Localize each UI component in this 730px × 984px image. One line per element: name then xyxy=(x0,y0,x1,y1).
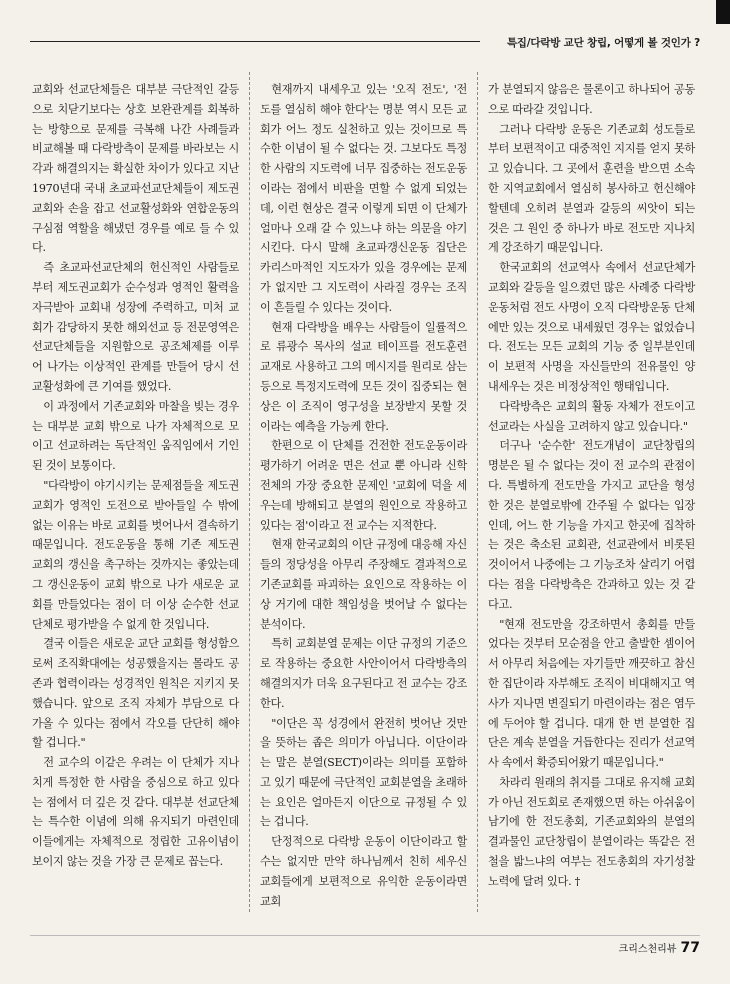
paragraph: "이단은 꼭 성경에서 완전히 벗어난 것만을 뜻하는 좁은 의미가 아닙니다. 이단이라는 말은 분열(SECT)이라는 의미를 포함하고 있기 때문에 극단적인 교회분열을 초래하는 요인은 얼마든지 이단으로 규정될 수 있는 겁니다. xyxy=(260,716,467,829)
column-2 xyxy=(260,80,467,908)
paragraph: "현재 전도만을 강조하면서 총회를 만들었다는 것부터 모순점을 안고 출발한 셈이어서 아무리 처음에는 자기들만 깨끗하고 참신한 집단이라 자부해도 조직이 비대해지고 역사가 지나면 변질되기 마련이라는 점은 염두에 두어야 할 겁니다. 대개 한 번 분열한 집단은 계속 분열을 거듭한다는 진리가 선교역사 속에서 확증되어왔기 때문입니다." xyxy=(488,617,695,770)
paragraph: 교회와 선교단체들은 대부분 극단적인 갈등으로 치닫기보다는 상호 보완관계를 회복하는 방향으로 문제를 극복해 나간 사례들과 비교해볼 때 다락방측이 문제를 바라보는 시각과 해결의지는 확실한 차이가 있다고 지난 1970년대 국내 초교파선교단체들이 제도권 교회와 손을 잡고 선교활성화와 연합운동의 구심점 역할을 해냈던 경우를 예로 들 수 있다. xyxy=(32,83,239,255)
page-number: 77 xyxy=(680,940,700,956)
header-rule xyxy=(30,41,480,42)
paragraph: "다락방이 야기시키는 문제점들을 제도권 교회가 영적인 도전으로 받아들일 수 밖에 없는 이유는 바로 교회를 벗어나서 결속하기 때문입니다. 전도운동을 통해 기존 제도권 교회의 갱신을 촉구하는 것까지는 좋았는데 그 갱신운동이 교회 밖으로 나가 새로운 교회를 만들었다는 점이 더 이상 순수한 선교단체로 평가받을 수 없게 한 것입니다. xyxy=(32,478,239,631)
running-header: 특집/다락방 교단 창립, 어떻게 볼 것인가 ? xyxy=(506,37,700,49)
paragraph: 특히 교회분열 문제는 이단 규정의 기준으로 작용하는 중요한 사안이어서 다락방측의 해결의지가 더욱 요구된다고 전 교수는 강조한다. xyxy=(260,637,467,710)
paragraph: 현재 다락방을 배우는 사람들이 일률적으로 류광수 목사의 설교 테이프를 전도훈련 교재로 사용하고 그의 메시지를 원리로 삼는 등으로 특정지도력에 모든 것이 집중되는 현상은 이 조직이 영구성을 보장받지 못할 것이라는 예측을 가능케 한다. xyxy=(260,320,467,433)
column-3 xyxy=(488,80,695,900)
page-footer xyxy=(619,940,700,956)
paragraph: 한편으로 이 단체를 건전한 전도운동이라 평가하기 어려운 면은 선교 뿐 아니라 신학 전체의 가장 중요한 문제인 '교회에 덕을 세우는데 방해되고 분열의 원인으로 작용하고 있다는 점'이라고 전 교수는 지적한다. xyxy=(260,439,467,532)
paragraph: 현재까지 내세우고 있는 '오직 전도', '전도를 열심히 해야 한다'는 명분 역시 모든 교회가 어느 정도 실천하고 있는 것이므로 특수한 이념이 될 수 없다는 것. 그보다도 특정한 사람의 지도력에 너무 집중하는 전도운동이라는 점에서 비판을 면할 수 없게 되었는데, 이런 현상은 결국 이렇게 되면 이 단체가 얼마나 오래 갈 수 있느냐 하는 의문을 야기시킨다. 다시 말해 초교파갱신운동 집단은 카리스마적인 지도자가 있을 경우에는 문제가 없지만 그 지도력이 사라질 경우는 조직이 흔들릴 수 있다는 것이다. xyxy=(260,83,467,314)
paragraph: 결국 이들은 새로운 교단 교회를 형성함으로써 조직확대에는 성공했을지는 몰라도 공존과 협력이라는 성경적인 원칙은 지키지 못했습니다. 앞으로 조직 자체가 부담으로 다가올 수 있다는 점에서 각오를 단단히 해야 할 겁니다." xyxy=(32,637,239,750)
magazine-name: 크리스천리뷰 xyxy=(618,944,677,955)
column-divider xyxy=(477,72,478,912)
paragraph: 그러나 다락방 운동은 기존교회 성도들로부터 보편적이고 대중적인 지지를 얻지 못하고 있습니다. 그 곳에서 훈련을 받으면 소속한 지역교회에서 열심히 봉사하고 헌신해야 할텐데 오히려 분열과 갈등의 씨앗이 되는 것은 그 원인 중 하나가 바로 전도만 지나치게 강조하기 때문입니다. xyxy=(488,122,695,255)
paragraph: 다락방측은 교회의 활동 자체가 전도이고 선교라는 사실을 고려하지 않고 있습니다." xyxy=(488,399,695,433)
paragraph: 차라리 원래의 취지를 그대로 유지해 교회가 아닌 전도회로 존재했으면 하는 아쉬움이 남기에 한 전도총회, 기존교회와의 분열의 결과물인 교단창립이 분열이라는 똑같은 전철을 밟느냐의 여부는 전도총회의 자기성찰 노력에 달려 있다. † xyxy=(488,775,695,888)
paragraph: 더구나 '순수한' 전도개념이 교단창립의 명분은 될 수 없다는 것이 전 교수의 관점이다. 특별하게 전도만을 가지고 교단을 형성한 것은 분열로밖에 간주될 수 없다는 입장인데, 어느 한 기능을 가지고 한곳에 집착하는 것은 축소된 교회관, 선교관에서 비롯된 것이어서 나중에는 그 기능조차 살리기 어렵다는 점을 다락방측은 간과하고 있는 것 같다고. xyxy=(488,439,695,611)
corner-print-mark xyxy=(716,0,730,24)
paragraph: 전 교수의 이같은 우려는 이 단체가 지나치게 특정한 한 사람을 중심으로 하고 있다는 점에서 더 깊은 것 같다. 대부분 선교단체는 특수한 이념에 의해 유지되기 마련인데 이들에게는 자체적으로 정립한 고유이념이 보이지 않는 것을 가장 큰 문제로 꼽는다. xyxy=(32,756,239,869)
paragraph: 즉 초교파선교단체의 헌신적인 사람들로부터 제도권교회가 순수성과 영적인 활력을 자극받아 교회내 성장에 주력하고, 미처 교회가 감당하지 못한 해외선교 등 전문영역은 선교단체들을 지원함으로 공조체제를 이루어 나가는 이상적인 관계를 만들어 당시 선교활성화에 큰 기여를 했었다. xyxy=(32,261,239,393)
paragraph: 이 과정에서 기존교회와 마찰을 빚는 경우는 대부분 교회 밖으로 나가 자체적으로 모이고 선교하려는 독단적인 움직임에서 기인된 것이 보통이다. xyxy=(32,399,239,473)
paragraph: 현재 한국교회의 이단 규정에 대응해 자신들의 정당성을 아무리 주장해도 결과적으로 기존교회를 파괴하는 요인으로 작용하는 이상 거기에 대한 책임성을 벗어날 수 없다는 분석이다. xyxy=(260,538,467,631)
footer-rule xyxy=(30,935,700,936)
paragraph: 단정적으로 다락방 운동이 이단이라고 할 수는 없지만 만약 하나님께서 친히 세우신 교회들에게 보편적으로 유익한 운동이라면 교회 xyxy=(260,835,467,908)
paragraph: 가 분열되지 않음은 물론이고 하나되어 공동으로 따라갈 것입니다. xyxy=(488,83,695,116)
column-1 xyxy=(32,80,239,900)
column-divider xyxy=(249,72,250,912)
paragraph: 한국교회의 선교역사 속에서 선교단체가 교회와 갈등을 일으켰던 많은 사례중 다락방운동처럼 전도 사명이 오직 다락방운동 단체에만 있는 것으로 내세웠던 경우는 없었습니다. 전도는 모든 교회의 기능 중 일부분인데 이 보편적 사명을 자신들만의 전유물인 양 내세우는 것은 비정상적인 행태입니다. xyxy=(488,261,695,393)
